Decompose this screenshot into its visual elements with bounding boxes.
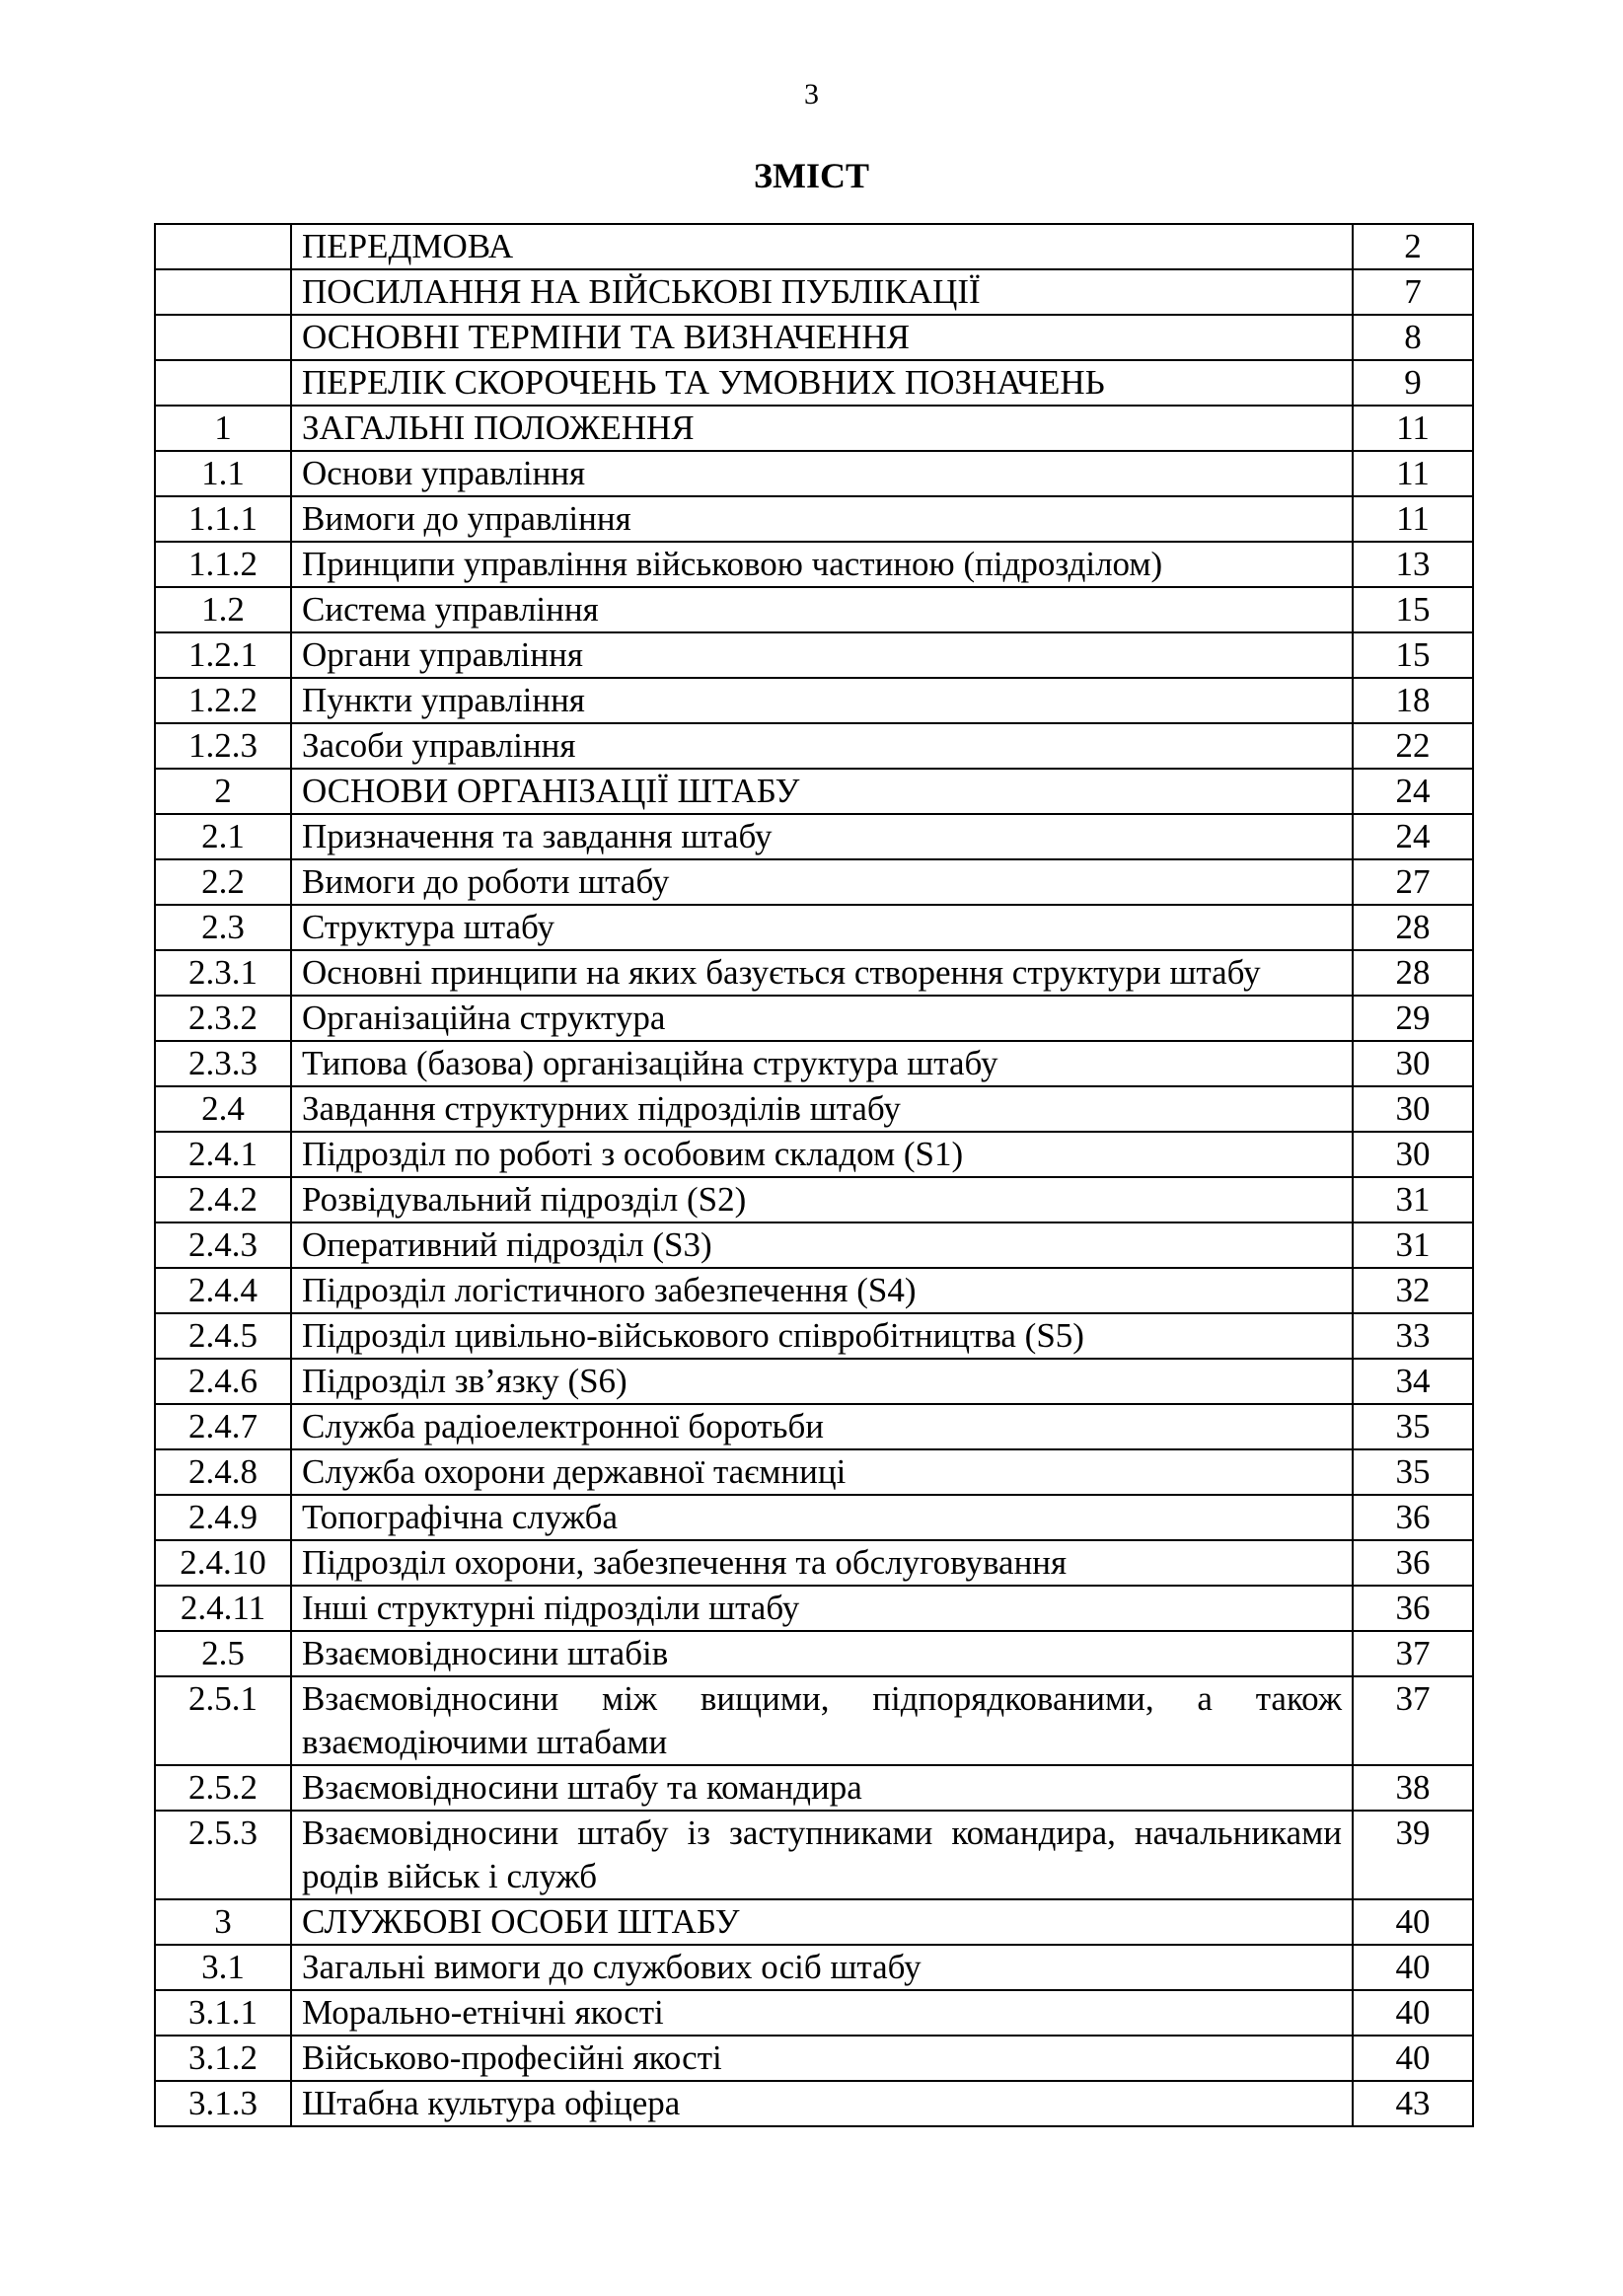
toc-section-number: 2 <box>155 769 291 814</box>
toc-row <box>155 269 1473 315</box>
toc-page-number: 37 <box>1353 1676 1473 1765</box>
toc-section-number: 2.4.3 <box>155 1222 291 1268</box>
toc-section-title: Принципи управління військовою частиною (підрозділом) <box>291 542 1353 587</box>
toc-section-title: Служба радіоелектронної боротьби <box>291 1404 1353 1449</box>
toc-row <box>155 1359 1473 1404</box>
toc-row <box>155 905 1473 950</box>
toc-section-number: 1.1.2 <box>155 542 291 587</box>
toc-section-number: 2.5.3 <box>155 1811 291 1899</box>
toc-row <box>155 950 1473 996</box>
toc-page-number: 2 <box>1353 224 1473 269</box>
toc-page-number: 24 <box>1353 769 1473 814</box>
toc-row <box>155 1899 1473 1945</box>
toc-section-number: 1.1 <box>155 451 291 496</box>
toc-section-number: 2.4.10 <box>155 1540 291 1586</box>
toc-row <box>155 1811 1473 1899</box>
toc-page-number: 11 <box>1353 406 1473 451</box>
toc-row <box>155 315 1473 360</box>
toc-row <box>155 496 1473 542</box>
toc-row <box>155 1313 1473 1359</box>
toc-page-number: 27 <box>1353 859 1473 905</box>
toc-row <box>155 1540 1473 1586</box>
toc-page-number: 24 <box>1353 814 1473 859</box>
toc-page-number: 8 <box>1353 315 1473 360</box>
toc-section-title: Організаційна структура <box>291 996 1353 1041</box>
toc-section-title: ПЕРЕЛІК СКОРОЧЕНЬ ТА УМОВНИХ ПОЗНАЧЕНЬ <box>291 360 1353 406</box>
toc-section-title: Загальні вимоги до службових осіб штабу <box>291 1945 1353 1990</box>
toc-body <box>155 224 1473 2126</box>
toc-section-title: Взаємовідносини штабу та командира <box>291 1765 1353 1811</box>
toc-section-number <box>155 315 291 360</box>
toc-section-title: Система управління <box>291 587 1353 632</box>
toc-row <box>155 451 1473 496</box>
toc-page-number: 7 <box>1353 269 1473 315</box>
toc-page-number: 31 <box>1353 1177 1473 1222</box>
toc-page-number: 34 <box>1353 1359 1473 1404</box>
toc-section-title: Інші структурні підрозділи штабу <box>291 1586 1353 1631</box>
toc-section-title: Оперативний підрозділ (S3) <box>291 1222 1353 1268</box>
toc-page-number: 37 <box>1353 1631 1473 1676</box>
toc-page-number: 40 <box>1353 2036 1473 2081</box>
toc-page-number: 40 <box>1353 1945 1473 1990</box>
toc-page-number: 15 <box>1353 587 1473 632</box>
toc-section-number: 2.4.2 <box>155 1177 291 1222</box>
toc-row <box>155 1945 1473 1990</box>
toc-section-number: 3.1.2 <box>155 2036 291 2081</box>
table-of-contents <box>154 223 1474 2127</box>
toc-section-title: СЛУЖБОВІ ОСОБИ ШТАБУ <box>291 1899 1353 1945</box>
toc-section-title: Засоби управління <box>291 723 1353 769</box>
toc-section-title: Структура штабу <box>291 905 1353 950</box>
toc-section-title: ПЕРЕДМОВА <box>291 224 1353 269</box>
toc-page-number: 30 <box>1353 1041 1473 1086</box>
toc-section-number: 2.4.1 <box>155 1132 291 1177</box>
toc-row <box>155 769 1473 814</box>
toc-page-number: 11 <box>1353 451 1473 496</box>
toc-page-number: 22 <box>1353 723 1473 769</box>
toc-section-title: Взаємовідносини штабів <box>291 1631 1353 1676</box>
toc-section-number: 3.1 <box>155 1945 291 1990</box>
toc-section-title: Служба охорони державної таємниці <box>291 1449 1353 1495</box>
toc-section-number <box>155 360 291 406</box>
toc-section-number: 2.3.3 <box>155 1041 291 1086</box>
toc-section-number: 2.1 <box>155 814 291 859</box>
toc-section-title: Військово-професійні якості <box>291 2036 1353 2081</box>
toc-row <box>155 632 1473 678</box>
toc-section-number <box>155 269 291 315</box>
toc-row <box>155 1041 1473 1086</box>
toc-page-number: 11 <box>1353 496 1473 542</box>
toc-page-number: 28 <box>1353 905 1473 950</box>
toc-section-title: Основні принципи на яких базується створення структури штабу <box>291 950 1353 996</box>
toc-row <box>155 406 1473 451</box>
toc-section-title: Типова (базова) організаційна структура штабу <box>291 1041 1353 1086</box>
toc-section-title: Підрозділ логістичного забезпечення (S4) <box>291 1268 1353 1313</box>
toc-section-number: 2.4.11 <box>155 1586 291 1631</box>
toc-section-number: 3.1.1 <box>155 1990 291 2036</box>
toc-section-title: Вимоги до управління <box>291 496 1353 542</box>
toc-section-number: 2.4.5 <box>155 1313 291 1359</box>
toc-page-number: 43 <box>1353 2081 1473 2126</box>
toc-row <box>155 360 1473 406</box>
toc-section-number: 2.3.1 <box>155 950 291 996</box>
toc-section-title: Взаємовідносини штабу із заступниками командира, начальниками родів військ і служб <box>291 1811 1353 1899</box>
toc-section-number: 1.2.3 <box>155 723 291 769</box>
toc-section-number: 3.1.3 <box>155 2081 291 2126</box>
toc-section-title: ОСНОВИ ОРГАНІЗАЦІЇ ШТАБУ <box>291 769 1353 814</box>
toc-section-number: 3 <box>155 1899 291 1945</box>
toc-section-title: Завдання структурних підрозділів штабу <box>291 1086 1353 1132</box>
toc-section-title: Вимоги до роботи штабу <box>291 859 1353 905</box>
toc-row <box>155 1086 1473 1132</box>
toc-section-number: 1.2.2 <box>155 678 291 723</box>
toc-section-number: 2.2 <box>155 859 291 905</box>
toc-page-number: 18 <box>1353 678 1473 723</box>
toc-section-number: 2.5.2 <box>155 1765 291 1811</box>
toc-section-title: Пункти управління <box>291 678 1353 723</box>
toc-section-title: Морально-етнічні якості <box>291 1990 1353 2036</box>
toc-section-title: Призначення та завдання штабу <box>291 814 1353 859</box>
toc-row <box>155 1586 1473 1631</box>
toc-page-number: 36 <box>1353 1540 1473 1586</box>
toc-section-title: Топографічна служба <box>291 1495 1353 1540</box>
toc-row <box>155 1495 1473 1540</box>
toc-row <box>155 1631 1473 1676</box>
toc-section-title: Підрозділ зв’язку (S6) <box>291 1359 1353 1404</box>
toc-page-number: 35 <box>1353 1449 1473 1495</box>
toc-row <box>155 1404 1473 1449</box>
toc-row <box>155 1676 1473 1765</box>
toc-row <box>155 1990 1473 2036</box>
toc-section-title: ОСНОВНІ ТЕРМІНИ ТА ВИЗНАЧЕННЯ <box>291 315 1353 360</box>
toc-section-number: 2.4.6 <box>155 1359 291 1404</box>
toc-row <box>155 1765 1473 1811</box>
toc-page-number: 40 <box>1353 1990 1473 2036</box>
toc-page-number: 15 <box>1353 632 1473 678</box>
toc-row <box>155 678 1473 723</box>
toc-section-number: 1.2 <box>155 587 291 632</box>
toc-page-number: 38 <box>1353 1765 1473 1811</box>
toc-page-number: 32 <box>1353 1268 1473 1313</box>
toc-page-number: 9 <box>1353 360 1473 406</box>
toc-row <box>155 996 1473 1041</box>
toc-section-title: Розвідувальний підрозділ (S2) <box>291 1177 1353 1222</box>
toc-row <box>155 859 1473 905</box>
page-number: 3 <box>804 78 819 111</box>
toc-section-number: 2.3.2 <box>155 996 291 1041</box>
toc-row <box>155 1222 1473 1268</box>
toc-row <box>155 814 1473 859</box>
toc-section-number: 1.1.1 <box>155 496 291 542</box>
toc-section-title: Підрозділ цивільно-військового співробітництва (S5) <box>291 1313 1353 1359</box>
toc-section-number: 2.3 <box>155 905 291 950</box>
toc-section-title: Підрозділ по роботі з особовим складом (S1) <box>291 1132 1353 1177</box>
toc-page-number: 39 <box>1353 1811 1473 1899</box>
document-title: ЗМІСТ <box>754 156 869 195</box>
toc-row <box>155 1449 1473 1495</box>
toc-section-number: 2.5.1 <box>155 1676 291 1765</box>
toc-page-number: 29 <box>1353 996 1473 1041</box>
toc-section-title: Органи управління <box>291 632 1353 678</box>
toc-page-number: 30 <box>1353 1086 1473 1132</box>
toc-section-title: Штабна культура офіцера <box>291 2081 1353 2126</box>
toc-row <box>155 587 1473 632</box>
toc-row <box>155 224 1473 269</box>
toc-section-number: 2.4.9 <box>155 1495 291 1540</box>
toc-page-number: 33 <box>1353 1313 1473 1359</box>
toc-section-title: Підрозділ охорони, забезпечення та обслуговування <box>291 1540 1353 1586</box>
toc-section-title: Взаємовідносини між вищими, підпорядкованими, а також взаємодіючими штабами <box>291 1676 1353 1765</box>
toc-section-number: 2.4.4 <box>155 1268 291 1313</box>
toc-page-number: 36 <box>1353 1586 1473 1631</box>
toc-row <box>155 1132 1473 1177</box>
toc-row <box>155 2036 1473 2081</box>
toc-section-number: 2.4.8 <box>155 1449 291 1495</box>
toc-row <box>155 542 1473 587</box>
toc-page-number: 30 <box>1353 1132 1473 1177</box>
toc-section-number: 2.4 <box>155 1086 291 1132</box>
toc-page-number: 31 <box>1353 1222 1473 1268</box>
toc-section-title: Основи управління <box>291 451 1353 496</box>
toc-section-title: ЗАГАЛЬНІ ПОЛОЖЕННЯ <box>291 406 1353 451</box>
toc-page-number: 35 <box>1353 1404 1473 1449</box>
toc-page-number: 13 <box>1353 542 1473 587</box>
toc-page-number: 28 <box>1353 950 1473 996</box>
toc-row <box>155 723 1473 769</box>
toc-page-number: 36 <box>1353 1495 1473 1540</box>
toc-section-number <box>155 224 291 269</box>
toc-section-number: 2.4.7 <box>155 1404 291 1449</box>
toc-section-title: ПОСИЛАННЯ НА ВІЙСЬКОВІ ПУБЛІКАЦІЇ <box>291 269 1353 315</box>
toc-section-number: 1.2.1 <box>155 632 291 678</box>
toc-row <box>155 1268 1473 1313</box>
toc-section-number: 2.5 <box>155 1631 291 1676</box>
toc-section-number: 1 <box>155 406 291 451</box>
toc-row <box>155 2081 1473 2126</box>
toc-page-number: 40 <box>1353 1899 1473 1945</box>
toc-row <box>155 1177 1473 1222</box>
